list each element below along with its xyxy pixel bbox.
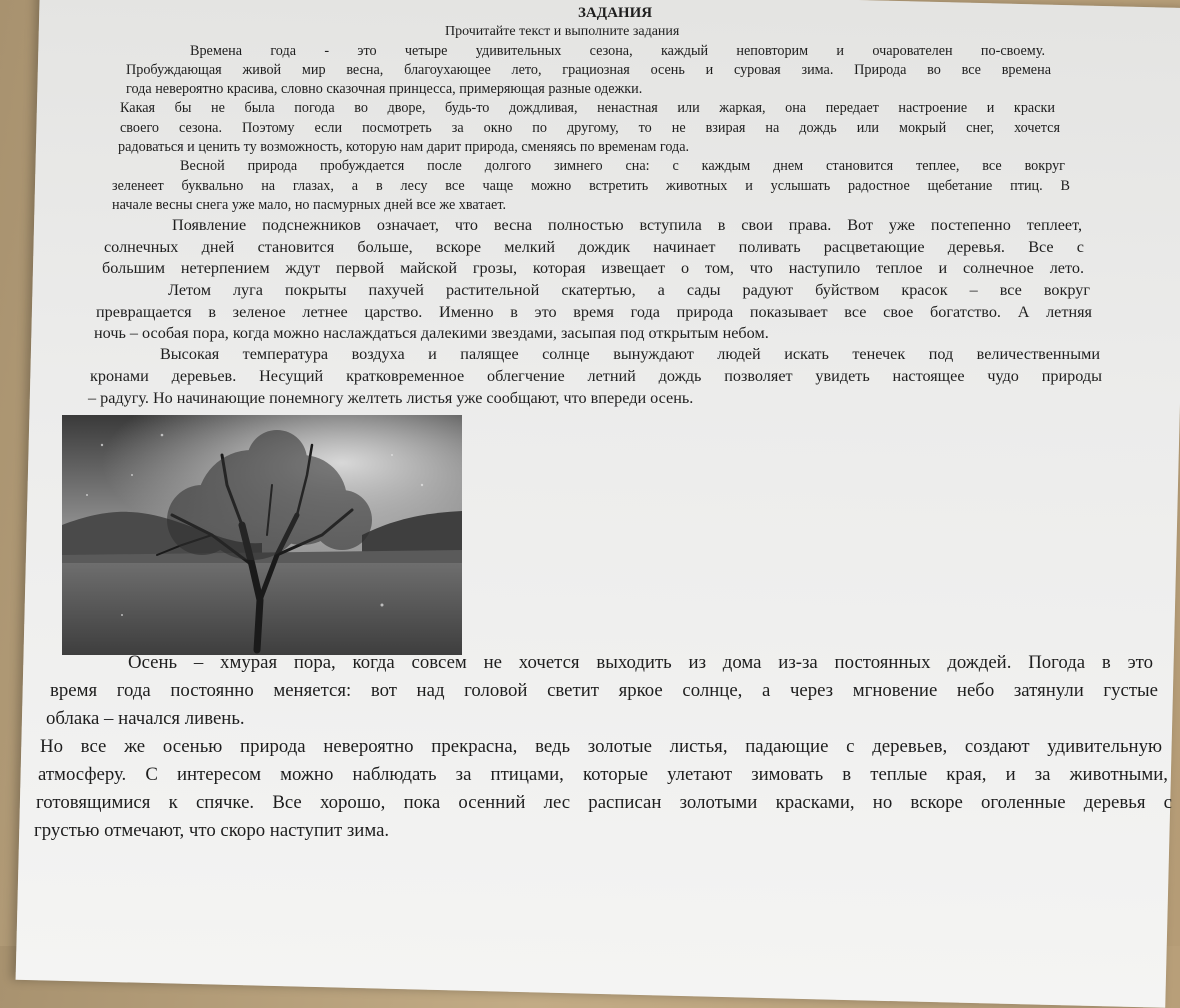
paragraph-line: Времена года - это четыре удивительных сезона, каждый неповторим и очарователен по-своему. — [190, 43, 1045, 59]
paragraph-line: Появление подснежников означает, что весна полностью вступила в свои права. Вот уже постепенно теплеет, — [172, 216, 1082, 234]
paragraph-line: грустью отмечают, что скоро наступит зима. — [34, 820, 390, 841]
paragraph-line: время года постоянно меняется: вот над головой светит яркое солнце, а через мгновение небо затянули густые — [50, 680, 1158, 701]
paragraph-line: Но все же осенью природа невероятно прекрасна, ведь золотые листья, падающие с деревьев, создают удивительную — [40, 736, 1162, 757]
paragraph-line: большим нетерпением ждут первой майской грозы, которая извещает о том, что наступило теплое и солнечное лето. — [102, 259, 1084, 277]
paragraph-line: зеленеет буквально на глазах, а в лесу все чаще можно встретить животных и услышать радостное щебетание птиц. В — [112, 178, 1070, 194]
paragraph-line: радоваться и ценить ту возможность, которую нам дарит природа, сменяясь по временам года. — [118, 139, 690, 155]
paragraph-line: готовящимися к спячке. Все хорошо, пока осенний лес расписан золотыми красками, но вскоре оголенные деревья с — [36, 792, 1172, 813]
autumn-tree-photo — [62, 415, 462, 655]
paragraph-line: года невероятно красива, словно сказочная принцесса, примеряющая разные одежки. — [126, 81, 643, 97]
paragraph-line: Какая бы не была погода во дворе, будь-то дождливая, ненастная или жаркая, она передает настроение и краски — [120, 100, 1055, 116]
paragraph-line: Высокая температура воздуха и палящее солнце вынуждают людей искать тенечек под величественными — [160, 345, 1100, 363]
paragraph-line: Летом луга покрыты пахучей растительной скатертью, а сады радуют буйством красок – все вокруг — [168, 281, 1090, 299]
paragraph-line: облака – начался ливень. — [46, 708, 245, 729]
paragraph-line: Пробуждающая живой мир весна, благоухающее лето, грациозная осень и суровая зима. Природа во все времена — [126, 62, 1051, 78]
paragraph-line: Осень – хмурая пора, когда совсем не хочется выходить из дома из-за постоянных дождей. Погода в это — [128, 652, 1153, 673]
paragraph-line: солнечных дней становится больше, вскоре мелкий дождик начинает поливать расцветающие деревья. Все с — [104, 238, 1084, 256]
paragraph-line: – радугу. Но начинающие понемногу желтеть листья уже сообщают, что впереди осень. — [88, 389, 694, 407]
paragraph-line: ночь – особая пора, когда можно наслаждаться далекими звездами, засыпая под открытым небом. — [94, 324, 769, 342]
paragraph-line: начале весны снега уже мало, но пасмурных дней все же хватает. — [112, 197, 506, 213]
paragraph-line: Весной природа пробуждается после долгого зимнего сна: с каждым днем становится теплее, все вокруг — [180, 158, 1065, 174]
paragraph-line: кронами деревьев. Несущий кратковременное облегчение летний дождь позволяет увидеть настоящее чудо природы — [90, 367, 1102, 385]
paragraph-line: своего сезона. Поэтому если посмотреть за окно по другому, то не взирая на дождь или мокрый снег, хочется — [120, 120, 1060, 136]
document-subtitle: Прочитайте текст и выполните задания — [445, 24, 680, 39]
document-title: ЗАДАНИЯ — [578, 5, 653, 21]
paragraph-line: атмосферу. С интересом можно наблюдать за птицами, которые улетают зимовать в теплые края, и за животными, — [38, 764, 1168, 785]
paragraph-line: превращается в зеленое летнее царство. Именно в это время года природа показывает все свое богатство. А летняя — [96, 303, 1092, 321]
